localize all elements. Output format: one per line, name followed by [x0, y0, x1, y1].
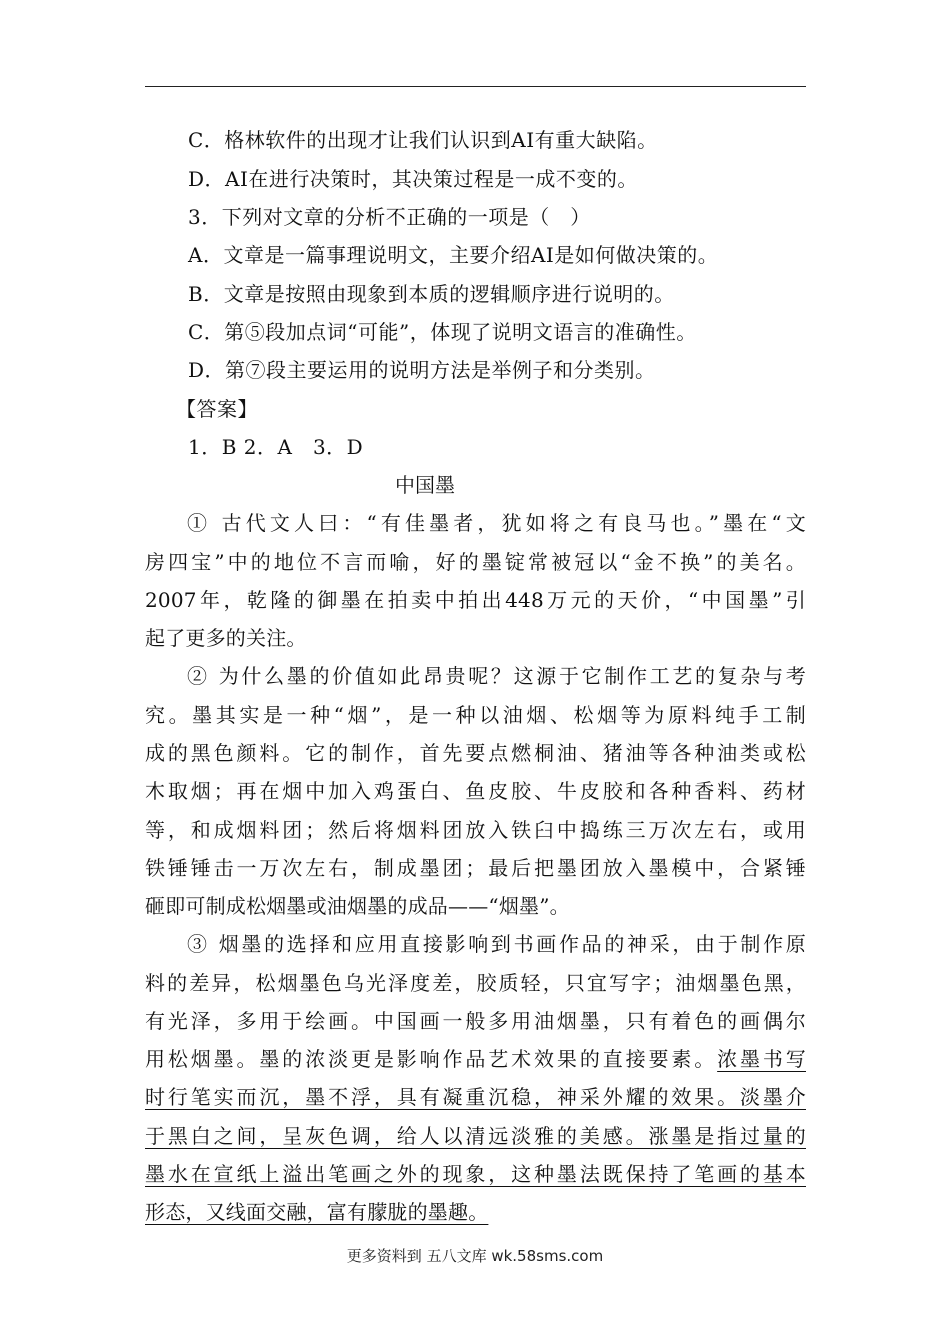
paragraph-2-line: 成的黑色颜料。它的制作，首先要点燃桐油、猪油等各种油类或松: [145, 741, 806, 765]
underlined-text: 墨水在宣纸上溢出笔画之外的现象，这种墨法既保持了笔画的基本: [145, 1162, 806, 1186]
paragraph-3-line: ③ 烟墨的选择和应用直接影响到书画作品的神采，由于制作原: [187, 932, 806, 956]
paragraph-2-line: 木取烟；再在烟中加入鸡蛋白、鱼皮胶、牛皮胶和各种香料、药材: [145, 779, 806, 803]
paragraph-2-line: 砸即可制成松烟墨或油烟墨的成品——“烟墨”。: [145, 894, 570, 918]
paragraph-2-line: 铁锤锤击一万次左右，制成墨团；最后把墨团放入墨模中，合紧锤: [145, 856, 806, 880]
question-3-stem: 3．下列对文章的分析不正确的一项是（ ）: [188, 205, 591, 229]
paragraph-3-line: [145, 1200, 806, 1224]
option-3d: D．第⑦段主要运用的说明方法是举例子和分类别。: [188, 358, 656, 382]
paragraph-2-line: ② 为什么墨的价值如此昂贵呢？这源于它制作工艺的复杂与考: [187, 664, 806, 688]
underlined-text: 于黑白之间，呈灰色调，给人以清远淡雅的美感。涨墨是指过量的: [145, 1124, 806, 1148]
option-2c: C．格林软件的出现才让我们认识到AI有重大缺陷。: [188, 128, 658, 152]
answer-label: 【答案】: [176, 397, 258, 421]
paragraph-3-line: 有光泽，多用于绘画。中国画一般多用油烟墨，只有着色的画偶尔: [145, 1009, 806, 1033]
article-title: 中国墨: [395, 473, 455, 497]
option-3c: C．第⑤段加点词“可能”，体现了说明文语言的准确性。: [188, 320, 697, 344]
paragraph-1-line: ① 古代文人曰：“有佳墨者，犹如将之有良马也。”墨在“文: [187, 511, 806, 535]
footer-link-text: 更多资料到 五八文库 wk.58sms.com: [346, 1247, 604, 1265]
underlined-text: 浓墨书写: [717, 1047, 806, 1071]
paragraph-2-line: 究。墨其实是一种“烟”，是一种以油烟、松烟等为原料纯手工制: [145, 703, 806, 727]
underlined-text: 形态，又线面交融，富有朦胧的墨趣。: [145, 1200, 489, 1224]
answer-text: 1．B 2．A 3．D: [188, 435, 364, 459]
paragraph-1-line: 2007年，乾隆的御墨在拍卖中拍出448万元的天价，“中国墨”引: [145, 588, 806, 612]
paragraph-3-line: [145, 1162, 806, 1186]
option-3a: A．文章是一篇事理说明文，主要介绍AI是如何做决策的。: [188, 243, 719, 267]
paragraph-3-line: [145, 1085, 806, 1109]
paragraph-3-line: [145, 1047, 806, 1071]
paragraph-1-line: 房四宝”中的地位不言而喻，好的墨锭常被冠以“金不换”的美名。: [145, 550, 806, 574]
option-2d: D．AI在进行决策时，其决策过程是一成不变的。: [188, 167, 638, 191]
paragraph-1-line: 起了更多的关注。: [145, 626, 307, 650]
header-rule: [145, 86, 806, 87]
underlined-text: 时行笔实而沉，墨不浮，具有凝重沉稳，神采外耀的效果。淡墨介: [145, 1085, 806, 1109]
paragraph-3-line: 料的差异，松烟墨色乌光泽度差，胶质轻，只宜写字；油烟墨色黑，: [145, 971, 806, 995]
paragraph-2-line: 等，和成烟料团；然后将烟料团放入铁臼中捣练三万次左右，或用: [145, 818, 806, 842]
paragraph-3-line: [145, 1124, 806, 1148]
option-3b: B．文章是按照由现象到本质的逻辑顺序进行说明的。: [188, 282, 675, 306]
paragraph-3-text: 用松烟墨。墨的浓淡更是影响作品艺术效果的直接要素。: [145, 1047, 718, 1071]
